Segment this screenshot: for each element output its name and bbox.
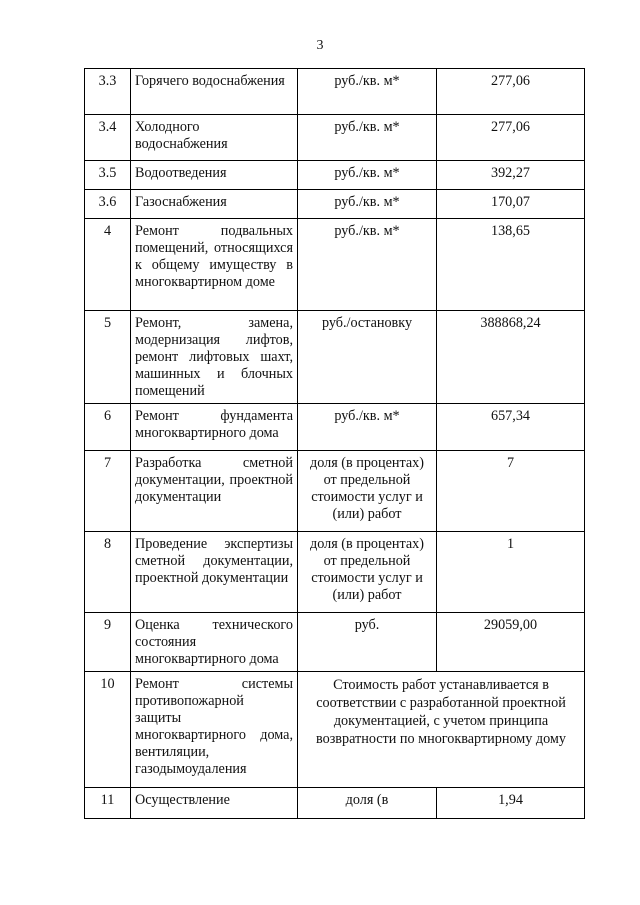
value-cell: 388868,24 xyxy=(437,311,585,404)
work-type-cell: Оценка технического состояния многоквартирного дома xyxy=(131,613,298,672)
unit-cell: руб. xyxy=(298,613,437,672)
unit-cell: руб./кв. м* xyxy=(298,161,437,190)
value-cell: 7 xyxy=(437,451,585,532)
value-cell: 138,65 xyxy=(437,219,585,311)
row-number: 11 xyxy=(85,788,131,819)
work-type-cell: Горячего водоснабжения xyxy=(131,69,298,115)
table-row xyxy=(85,404,585,451)
page-number: 3 xyxy=(316,38,324,53)
unit-cell: руб./кв. м* xyxy=(298,190,437,219)
value-cell: 170,07 xyxy=(437,190,585,219)
table-body xyxy=(85,69,585,819)
work-type-cell: Холодного водоснабжения xyxy=(131,115,298,161)
table-row xyxy=(85,788,585,819)
work-type-cell: Ремонт системы противопожарной защиты многоквартирного дома, вентиляции, газодымоудаления xyxy=(131,672,298,788)
work-type-cell: Ремонт подвальных помещений, относящихся к общему имуществу в многоквартирном доме xyxy=(131,219,298,311)
value-cell: 1 xyxy=(437,532,585,613)
value-cell: 29059,00 xyxy=(437,613,585,672)
value-cell: 1,94 xyxy=(437,788,585,819)
work-type-cell: Осуществление xyxy=(131,788,298,819)
table-row xyxy=(85,161,585,190)
unit-cell: руб./кв. м* xyxy=(298,404,437,451)
table-row xyxy=(85,69,585,115)
table-row xyxy=(85,672,585,788)
unit-cell: доля (в xyxy=(298,788,437,819)
unit-cell: доля (в процентах) от предельной стоимости услуг и (или) работ xyxy=(298,532,437,613)
work-type-cell: Ремонт фундамента многоквартирного дома xyxy=(131,404,298,451)
merged-note-cell: Стоимость работ устанавливается в соответствии с разработанной проектной документацией, с учетом принципа возвратности по многоквартирному дому xyxy=(298,672,585,788)
row-number: 4 xyxy=(85,219,131,311)
unit-cell: доля (в процентах) от предельной стоимости услуг и (или) работ xyxy=(298,451,437,532)
work-type-cell: Водоотведения xyxy=(131,161,298,190)
cost-table xyxy=(84,68,585,819)
row-number: 3.6 xyxy=(85,190,131,219)
unit-cell: руб./кв. м* xyxy=(298,69,437,115)
row-number: 3.3 xyxy=(85,69,131,115)
row-number: 7 xyxy=(85,451,131,532)
row-number: 10 xyxy=(85,672,131,788)
table-row xyxy=(85,532,585,613)
row-number: 5 xyxy=(85,311,131,404)
table-row xyxy=(85,451,585,532)
row-number: 3.5 xyxy=(85,161,131,190)
row-number: 8 xyxy=(85,532,131,613)
unit-cell: руб./остановку xyxy=(298,311,437,404)
table-row xyxy=(85,115,585,161)
unit-cell: руб./кв. м* xyxy=(298,219,437,311)
table-row xyxy=(85,219,585,311)
work-type-cell: Разработка сметной документации, проектной документации xyxy=(131,451,298,532)
value-cell: 277,06 xyxy=(437,115,585,161)
value-cell: 657,34 xyxy=(437,404,585,451)
row-number: 3.4 xyxy=(85,115,131,161)
row-number: 6 xyxy=(85,404,131,451)
table-row xyxy=(85,311,585,404)
value-cell: 392,27 xyxy=(437,161,585,190)
unit-cell: руб./кв. м* xyxy=(298,115,437,161)
row-number: 9 xyxy=(85,613,131,672)
work-type-cell: Проведение экспертизы сметной документации, проектной документации xyxy=(131,532,298,613)
value-cell: 277,06 xyxy=(437,69,585,115)
work-type-cell: Газоснабжения xyxy=(131,190,298,219)
table-row xyxy=(85,190,585,219)
work-type-cell: Ремонт, замена, модернизация лифтов, ремонт лифтовых шахт, машинных и блочных помещений xyxy=(131,311,298,404)
table-row xyxy=(85,613,585,672)
